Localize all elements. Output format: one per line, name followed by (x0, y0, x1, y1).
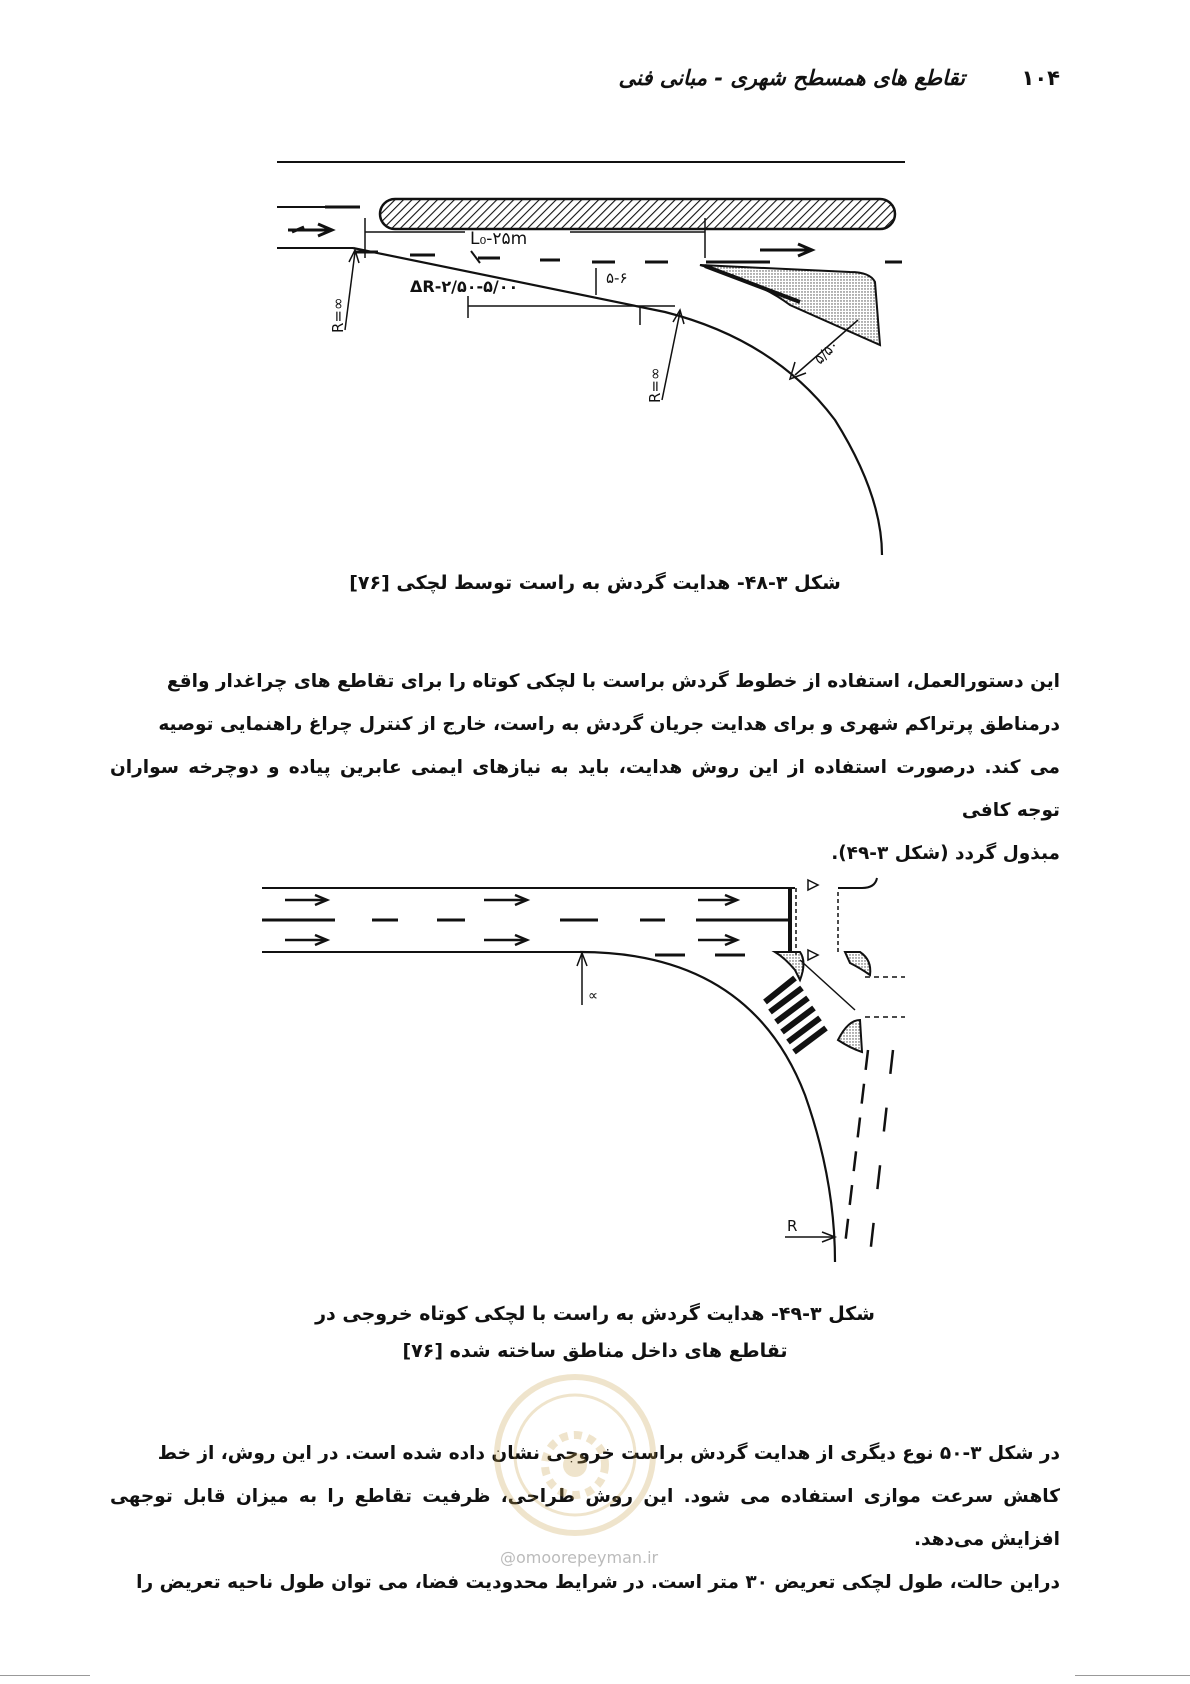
paragraph-line: در شکل ۳-۵۰ نوع دیگری از هدایت گردش براست خروجی نشان داده شده است. در این روش، از خط (157, 1443, 1060, 1464)
direction-arrow (760, 244, 812, 256)
lane-arrows (285, 895, 737, 945)
footer-rule (0, 1675, 90, 1676)
traffic-island (838, 1020, 862, 1052)
watermark-text: @omoorepeyman.ir (500, 1548, 659, 1567)
page-header (620, 66, 1060, 106)
lane-dashes (262, 920, 788, 955)
figure-caption-line: شکل ۳-۴۹- هدایت گردش به راست با لچکی کوتاه خروجی در (315, 1303, 875, 1325)
lane-edge-vertical (870, 1050, 893, 1255)
paragraph-line: مبذول گردد (شکل ۳-۴۹). (831, 843, 1060, 864)
traffic-island (845, 952, 870, 975)
label-offset: ۵-۶ (606, 269, 628, 287)
label-r-inf-left: R=∞ (329, 297, 347, 333)
footer-rule (1075, 1675, 1190, 1676)
pedestrian-crossing (765, 978, 826, 1052)
traffic-island (775, 952, 804, 980)
page-number: ۱۰۴ (1021, 66, 1060, 90)
paragraph-line: کاهش سرعت موازی استفاده می شود. این روش طراحی، ظرفیت تقاطع را به میزان قابل توجهی افزایش می‌دهد. (110, 1486, 1060, 1550)
paragraph-line: درمناطق پرتراکم شهری و برای هدایت جریان گردش به راست، خارج از کنترل چراغ راهنمایی توصیه (158, 714, 1060, 735)
hatched-median (380, 199, 895, 229)
label-delta-r: ΔR-۲/۵۰-۵/۰۰ (410, 277, 519, 296)
body-paragraph (110, 660, 1060, 875)
direction-arrow (288, 224, 332, 236)
signal-head (808, 950, 818, 960)
label-taper: ۵/۵۰ (811, 337, 843, 368)
lane-dashes (355, 252, 902, 262)
radius-pointer-mid (662, 310, 684, 400)
signal-head (808, 880, 818, 890)
figure-short-exit-island (0, 860, 1190, 1280)
radius-pointer-left (345, 250, 359, 330)
paragraph-line: دراین حالت، طول لچکی تعریض ۳۰ متر است. در شرایط محدودیت فضا، می توان طول ناحیه تعریض را (136, 1572, 1060, 1593)
paragraph-line: این دستورالعمل، استفاده از خطوط گردش براست با لچکی کوتاه را برای تقاطع های چراغدار واقع (166, 671, 1060, 692)
label-r-inf-mid: R=∞ (646, 367, 664, 403)
label-r: R (787, 1217, 798, 1235)
lane-dashes-vertical (845, 1050, 868, 1245)
running-title: تقاطع های همسطح شهری - مبانی فنی (618, 66, 965, 90)
watermark-seal-icon (490, 1370, 660, 1540)
paragraph-line: می کند. درصورت استفاده از این روش هدایت، باید به نیازهای ایمنی عابرین پیاده و دوچرخه سواران توجه کافی (110, 757, 1060, 821)
turning-curb (580, 952, 835, 1262)
figure-caption: شکل ۳-۴۸- هدایت گردش به راست توسط لچکی [۷۶] (349, 572, 841, 594)
label-alpha: ∝ (588, 988, 599, 1004)
label-l0: L₀-۲۵m (470, 229, 528, 249)
figure-right-turn-island (0, 140, 1190, 560)
radius-pointer (577, 953, 587, 1005)
figure-caption-line: تقاطع های داخل مناطق ساخته شده [۷۶] (402, 1340, 788, 1362)
